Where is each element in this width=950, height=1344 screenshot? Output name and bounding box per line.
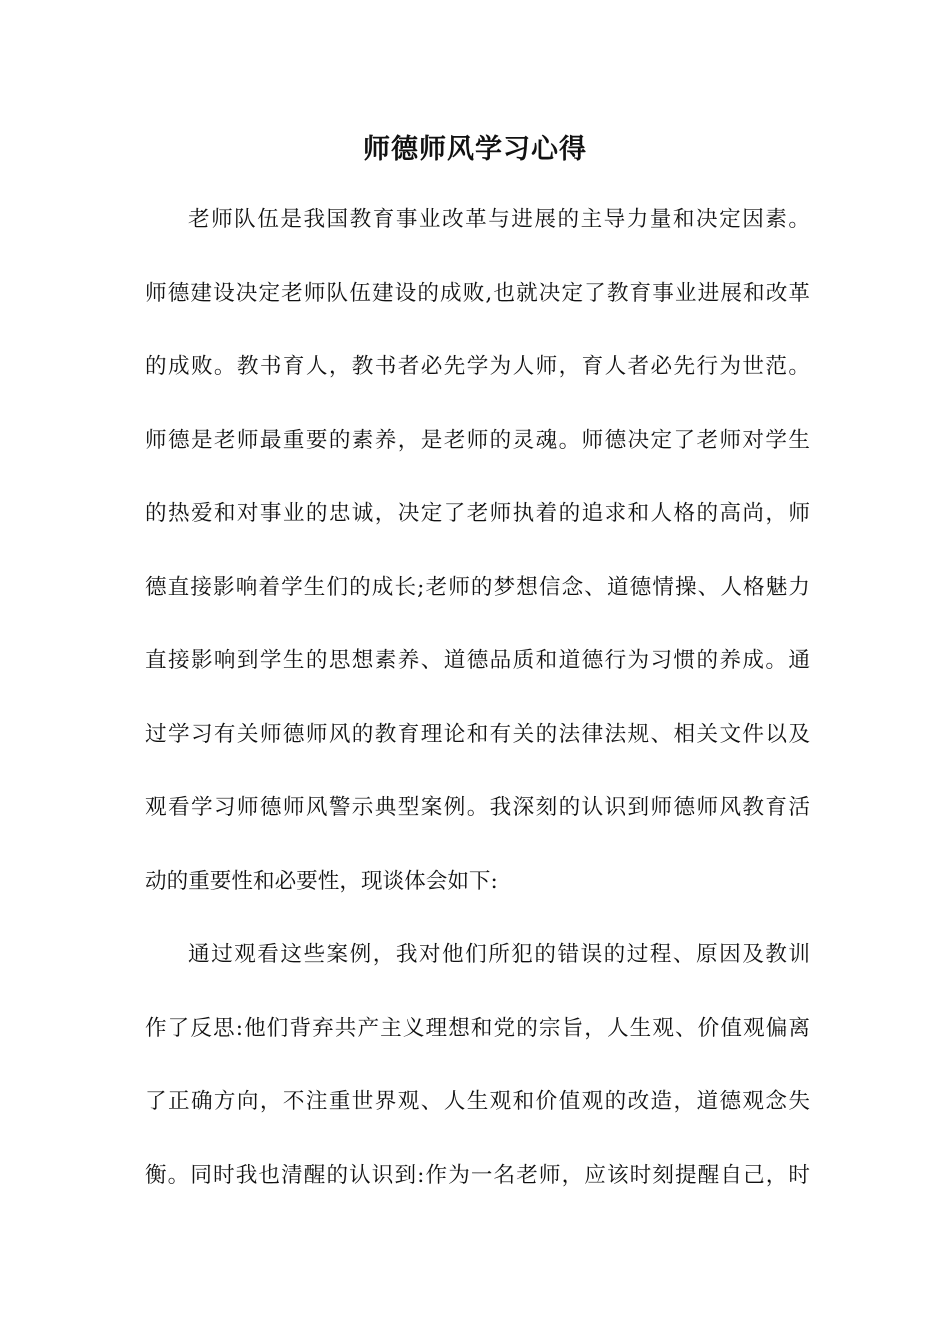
paragraph-1-line-6: 德直接影响着学生们的成长;老师的梦想信念、道德情操、人格魅力 (145, 574, 810, 600)
paragraph-1-line-10: 动的重要性和必要性，现谈体会如下: (145, 868, 498, 894)
paragraph-1-line-1: 老师队伍是我国教育事业改革与进展的主导力量和决定因素。 (188, 207, 810, 232)
paragraph-2-line-4: 衡。同时我也清醒的认识到:作为一名老师，应该时刻提醒自己，时 (145, 1162, 810, 1188)
paragraph-1-line-8: 过学习有关师德师风的教育理论和有关的法律法规、相关文件以及 (145, 721, 810, 747)
paragraph-2-line-3: 了正确方向，不注重世界观、人生观和价值观的改造，道德观念失 (145, 1089, 810, 1114)
paragraph-1-line-9: 观看学习师德师风警示典型案例。我深刻的认识到师德师风教育活 (145, 795, 810, 820)
paragraph-2-line-2: 作了反思:他们背弃共产主义理想和党的宗旨，人生观、价值观偏离 (145, 1015, 810, 1041)
document-body (145, 200, 810, 1229)
paragraph-1-line-5: 的热爱和对事业的忠诚，决定了老师执着的追求和人格的高尚，师 (145, 501, 810, 526)
paragraph-1-line-3: 的成败。教书育人，教书者必先学为人师，育人者必先行为世范。 (145, 354, 810, 379)
paragraph-1-line-7: 直接影响到学生的思想素养、道德品质和道德行为习惯的养成。通 (145, 648, 810, 673)
paragraph-1-line-2: 师德建设决定老师队伍建设的成败,也就决定了教育事业进展和改革 (145, 280, 810, 306)
paragraph-1-line-4: 师德是老师最重要的素养，是老师的灵魂。师德决定了老师对学生 (145, 427, 810, 453)
document-title: 师德师风学习心得 (363, 134, 587, 165)
paragraph-2-line-1: 通过观看这些案例，我对他们所犯的错误的过程、原因及教训 (188, 942, 810, 967)
